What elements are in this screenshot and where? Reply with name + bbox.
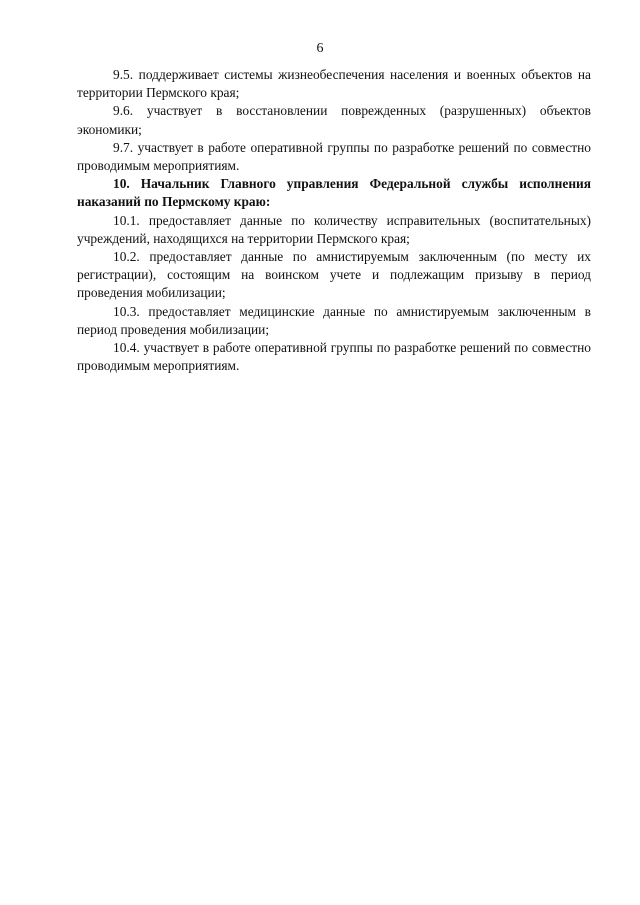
paragraph-10-3: 10.3. предоставляет медицинские данные по амнистируемым заключенным в период проведения мобилизации;	[77, 303, 591, 337]
paragraph-10-2: 10.2. предоставляет данные по амнистируемым заключенным (по месту их регистрации), состоящим на воинском учете и подлежащим призыву в период проведения мобилизации;	[77, 249, 591, 301]
paragraph-9-5: 9.5. поддерживает системы жизнеобеспечения населения и военных объектов на территории Пермского края;	[77, 67, 591, 101]
page-number: 6	[316, 41, 324, 56]
paragraph-10-4: 10.4. участвует в работе оперативной группы по разработке решений по совместно проводимым мероприятиям.	[77, 340, 591, 374]
paragraph-9-6: 9.6. участвует в восстановлении поврежденных (разрушенных) объектов экономики;	[77, 103, 591, 137]
document-body	[77, 66, 591, 375]
paragraph-9-7: 9.7. участвует в работе оперативной группы по разработке решений по совместно проводимым мероприятиям.	[77, 139, 591, 174]
section-10-heading: 10. Начальник Главного управления Федеральной службы исполнения наказаний по Пермскому краю:	[77, 176, 591, 210]
paragraph-10-1: 10.1. предоставляет данные по количеству исправительных (воспитательных) учреждений, находящихся на территории Пермского края;	[77, 212, 591, 246]
